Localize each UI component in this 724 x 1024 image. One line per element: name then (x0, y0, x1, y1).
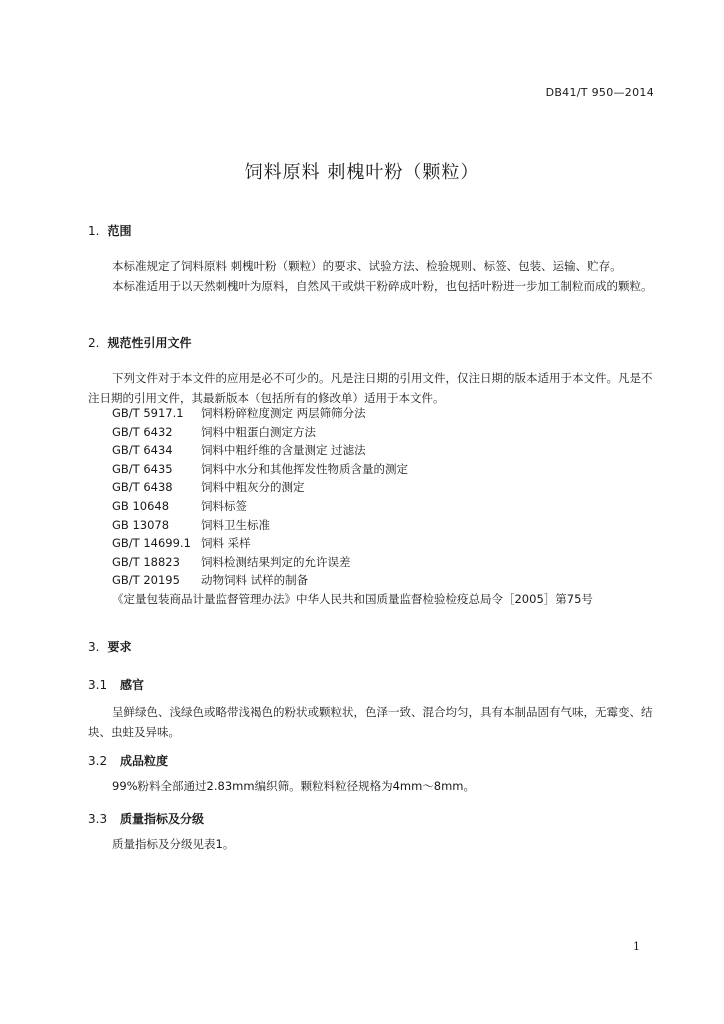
section-2-heading (88, 334, 191, 351)
reference-item (112, 404, 593, 423)
subsection-title: 成品粒度 (120, 754, 169, 768)
reference-item (112, 478, 593, 497)
subsection-3-1-heading (88, 676, 144, 693)
section-number: 3. (88, 640, 100, 654)
scope-paragraph-1: 本标准规定了饲料原料 刺槐叶粉（颗粒）的要求、试验方法、检验规则、标签、包装、运输、贮存。 (112, 259, 622, 273)
reference-code: GB/T 5917.1 (112, 406, 184, 420)
reference-item (112, 534, 593, 553)
reference-code: GB/T 20195 (112, 573, 180, 588)
subsection-number: 3.1 (88, 678, 108, 692)
subsection-title: 质量指标及分级 (120, 812, 205, 826)
sensory-paragraph: 呈鲜绿色、浅绿色或略带浅褐色的粉状或颗粒状，色泽一致、混合均匀，具有本制品固有气味，无霉变、结块、虫蛀及异味。 (88, 705, 653, 739)
section-1-heading (88, 222, 131, 239)
reference-name: 饲料中粗纤维的含量测定 过滤法 (201, 443, 366, 458)
page-number: 1 (633, 940, 640, 953)
subsection-3-2-heading (88, 752, 168, 769)
reference-code: GB 10648 (112, 498, 170, 513)
reference-item (112, 497, 593, 516)
reference-item (112, 571, 593, 590)
reference-list (112, 404, 593, 609)
subsection-number: 3.3 (88, 812, 108, 826)
granularity-paragraph: 99%粉料全部通过2.83mm编织筛。颗粒料粒径规格为4mm～8mm。 (112, 779, 476, 793)
reference-code: GB/T 14699.1 (112, 536, 191, 551)
reference-code: GB 13078 (112, 517, 170, 532)
reference-name: 饲料中粗蛋白测定方法 (201, 424, 316, 439)
section-title: 范围 (107, 224, 132, 238)
subsection-3-3-heading (88, 810, 204, 827)
reference-code: GB/T 6432 (112, 424, 173, 439)
reference-name: 饲料标签 (201, 498, 247, 513)
standard-code: DB41/T 950—2014 (545, 86, 654, 99)
reference-item (112, 423, 593, 442)
section-3-heading (88, 638, 131, 655)
refs-intro: 下列文件对于本文件的应用是必不可少的。凡是注日期的引用文件，仅注日期的版本适用于本文件。凡是不注日期的引用文件，其最新版本（包括所有的修改单）适用于本文件。 (88, 371, 653, 405)
section-title: 规范性引用文件 (107, 336, 192, 350)
reference-item (112, 441, 593, 460)
reference-code: GB/T 6434 (112, 443, 173, 458)
reference-item (112, 516, 593, 535)
reference-name: 饲料粉碎粒度测定 两层筛筛分法 (201, 406, 366, 420)
reference-name: 饲料中粗灰分的测定 (201, 480, 305, 495)
subsection-title: 感官 (120, 678, 145, 692)
reference-item (112, 460, 593, 479)
reference-code: GB/T 18823 (112, 554, 180, 569)
subsection-number: 3.2 (88, 754, 108, 768)
reference-name: 动物饲料 试样的制备 (201, 573, 309, 588)
document-title: 饲料原料 刺槐叶粉（颗粒） (244, 162, 480, 183)
scope-paragraph-2: 本标准适用于以天然刺槐叶为原料，自然风干或烘干粉碎成叶粉，也包括叶粉进一步加工制粒而成的颗粒。 (112, 279, 653, 293)
reference-item (112, 553, 593, 572)
reference-name: 饲料卫生标准 (201, 517, 270, 532)
reference-code: GB/T 6438 (112, 480, 173, 495)
section-title: 要求 (107, 640, 132, 654)
section-number: 1. (88, 224, 100, 238)
reference-regulation: 《定量包装商品计量监督管理办法》中华人民共和国质量监督检验检疫总局令［2005］第75号 (112, 591, 593, 606)
reference-name: 饲料 采样 (201, 536, 251, 551)
reference-name: 饲料中水分和其他挥发性物质含量的测定 (201, 461, 408, 476)
reference-name: 饲料检测结果判定的允许误差 (201, 554, 351, 569)
quality-paragraph: 质量指标及分级见表1。 (112, 837, 235, 851)
section-number: 2. (88, 336, 100, 350)
reference-code: GB/T 6435 (112, 461, 173, 476)
